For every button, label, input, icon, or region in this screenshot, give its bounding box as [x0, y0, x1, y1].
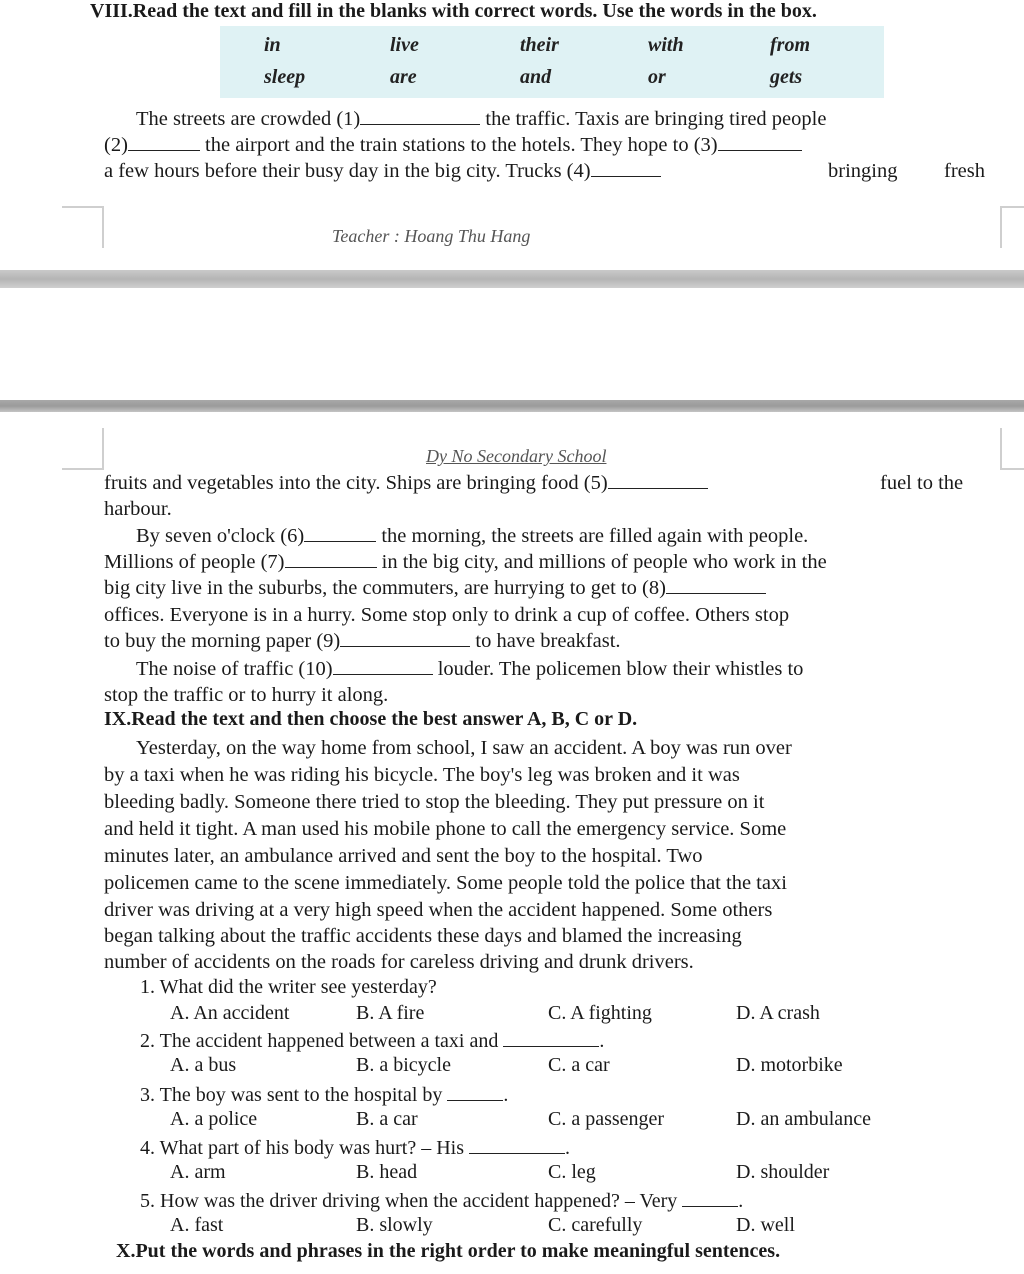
- option-c[interactable]: C. a passenger: [548, 1108, 665, 1130]
- page-corner-mark: [1000, 206, 1024, 248]
- blank-7[interactable]: [285, 549, 377, 568]
- page-corner-mark: [62, 206, 104, 248]
- text: fresh: [944, 160, 985, 182]
- page-corner-mark: [1000, 428, 1024, 470]
- text: the morning, the streets are filled again with people.: [381, 525, 809, 547]
- question-5: [140, 1188, 743, 1213]
- text: fuel to the: [880, 472, 964, 494]
- blank-9[interactable]: [340, 628, 470, 647]
- option-d[interactable]: D. well: [736, 1214, 795, 1236]
- school-header: Dy No Secondary School: [426, 446, 607, 466]
- option-d[interactable]: D. an ambulance: [736, 1108, 871, 1130]
- option-c[interactable]: C. carefully: [548, 1214, 643, 1236]
- option-a[interactable]: A. fast: [170, 1214, 224, 1236]
- blank-10[interactable]: [333, 656, 433, 675]
- teacher-footer: Teacher : Hoang Thu Hang: [332, 226, 531, 246]
- text: The streets are crowded (1): [136, 108, 361, 130]
- question-4: [140, 1135, 570, 1160]
- text: big city live in the suburbs, the commuters, are hurrying to get to (8): [104, 577, 666, 599]
- option-a[interactable]: A. arm: [170, 1161, 226, 1183]
- question-1: [140, 976, 437, 999]
- question-text: What part of his body was hurt? – His: [159, 1137, 465, 1159]
- text: harbour.: [104, 498, 172, 520]
- question-text: How was the driver driving when the accident happened? – Very: [160, 1190, 678, 1212]
- text: the airport and the train stations to the hotels. They hope to (3): [205, 134, 718, 156]
- blank-8[interactable]: [666, 575, 766, 594]
- text: .: [503, 1084, 509, 1106]
- text: stop the traffic or to hurry it along.: [104, 684, 389, 706]
- text: fruits and vegetables into the city. Ships are bringing food (5): [104, 472, 608, 494]
- option-d[interactable]: D. motorbike: [736, 1054, 843, 1076]
- blank-5[interactable]: [608, 470, 708, 489]
- box-word: sleep: [264, 66, 306, 88]
- section-9-title: IX.Read the text and then choose the best answer A, B, C or D.: [104, 708, 638, 730]
- option-d[interactable]: D. A crash: [736, 1002, 820, 1024]
- box-word: their: [520, 34, 559, 56]
- blank-1[interactable]: [360, 106, 480, 125]
- paragraph-line: [104, 628, 621, 654]
- box-word: in: [264, 34, 281, 56]
- passage-line: bleeding badly. Someone there tried to stop the bleeding. They put pressure on it: [104, 791, 765, 813]
- page-separator: [0, 270, 1024, 288]
- box-word: and: [520, 66, 552, 88]
- question-text: The boy was sent to the hospital by: [159, 1084, 443, 1106]
- question-2: [140, 1028, 604, 1053]
- option-a[interactable]: A. An accident: [170, 1002, 290, 1024]
- passage-line: driver was driving at a very high speed when the accident happened. Some others: [104, 899, 773, 921]
- text: .: [599, 1030, 605, 1052]
- option-b[interactable]: B. a car: [356, 1108, 418, 1130]
- passage-line: number of accidents on the roads for careless driving and drunk drivers.: [104, 951, 694, 973]
- passage-line: minutes later, an ambulance arrived and sent the boy to the hospital. Two: [104, 845, 703, 867]
- question-text: What did the writer see yesterday?: [159, 976, 437, 998]
- passage-line: and held it tight. A man used his mobile phone to call the emergency service. Some: [104, 818, 787, 840]
- question-number: 5.: [140, 1190, 155, 1212]
- answer-blank[interactable]: [682, 1188, 738, 1207]
- option-c[interactable]: C. A fighting: [548, 1002, 652, 1024]
- passage-line: policemen came to the scene immediately. Some people told the police that the taxi: [104, 872, 787, 894]
- question-3: [140, 1082, 508, 1107]
- text: in the big city, and millions of people who work in the: [381, 551, 827, 573]
- question-text: The accident happened between a taxi and: [159, 1030, 499, 1052]
- paragraph-line: [104, 132, 802, 158]
- question-number: 3.: [140, 1084, 155, 1106]
- box-word: gets: [770, 66, 803, 88]
- question-number: 4.: [140, 1137, 155, 1159]
- option-b[interactable]: B. A fire: [356, 1002, 425, 1024]
- text: Millions of people (7): [104, 551, 285, 573]
- page-separator: [0, 400, 1024, 412]
- section-10-title: X.Put the words and phrases in the right order to make meaningful sentences.: [116, 1240, 781, 1262]
- paragraph-line: [136, 106, 826, 132]
- text: bringing: [828, 160, 898, 182]
- text: offices. Everyone is in a hurry. Some stop only to drink a cup of coffee. Others stop: [104, 604, 790, 626]
- paragraph-line: [104, 470, 708, 496]
- option-a[interactable]: A. a bus: [170, 1054, 237, 1076]
- word-box: [220, 26, 884, 98]
- text: a few hours before their busy day in the big city. Trucks (4): [104, 160, 591, 182]
- paragraph-line: [136, 523, 808, 549]
- option-d[interactable]: D. shoulder: [736, 1161, 830, 1183]
- question-number: 2.: [140, 1030, 155, 1052]
- blank-3[interactable]: [718, 132, 802, 151]
- text: to have breakfast.: [475, 630, 621, 652]
- passage-line: by a taxi when he was riding his bicycle. The boy's leg was broken and it was: [104, 764, 740, 786]
- section-8-title: VIII.Read the text and fill in the blanks with correct words. Use the words in the box.: [90, 0, 817, 22]
- paragraph-line: [104, 575, 766, 601]
- box-word: or: [648, 66, 666, 88]
- text: The noise of traffic (10): [136, 658, 333, 680]
- passage-line: Yesterday, on the way home from school, I saw an accident. A boy was run over: [136, 737, 792, 759]
- blank-2[interactable]: [128, 132, 200, 151]
- option-b[interactable]: B. a bicycle: [356, 1054, 451, 1076]
- paragraph-line: [104, 549, 827, 575]
- text: the traffic. Taxis are bringing tired people: [485, 108, 827, 130]
- option-c[interactable]: C. a car: [548, 1054, 610, 1076]
- page-gap: [0, 288, 1024, 402]
- blank-4[interactable]: [591, 158, 661, 177]
- text: By seven o'clock (6): [136, 525, 305, 547]
- answer-blank[interactable]: [469, 1135, 565, 1154]
- box-word: with: [648, 34, 684, 56]
- option-a[interactable]: A. a police: [170, 1108, 258, 1130]
- text: to buy the morning paper (9): [104, 630, 341, 652]
- passage-line: began talking about the traffic accidents these days and blamed the increasing: [104, 925, 742, 947]
- text: (2): [104, 134, 128, 156]
- option-b[interactable]: B. slowly: [356, 1214, 433, 1236]
- blank-6[interactable]: [304, 523, 376, 542]
- box-word: are: [390, 66, 417, 88]
- paragraph-line: [136, 656, 803, 682]
- option-c[interactable]: C. leg: [548, 1161, 596, 1183]
- answer-blank[interactable]: [503, 1028, 599, 1047]
- question-number: 1.: [140, 976, 155, 998]
- answer-blank[interactable]: [447, 1082, 503, 1101]
- page-corner-mark: [62, 428, 104, 470]
- box-word: live: [390, 34, 419, 56]
- option-b[interactable]: B. head: [356, 1161, 418, 1183]
- text: .: [738, 1190, 744, 1212]
- box-word: from: [770, 34, 810, 56]
- paragraph-line: [104, 158, 661, 184]
- text: .: [565, 1137, 571, 1159]
- text: louder. The policemen blow their whistles to: [437, 658, 804, 680]
